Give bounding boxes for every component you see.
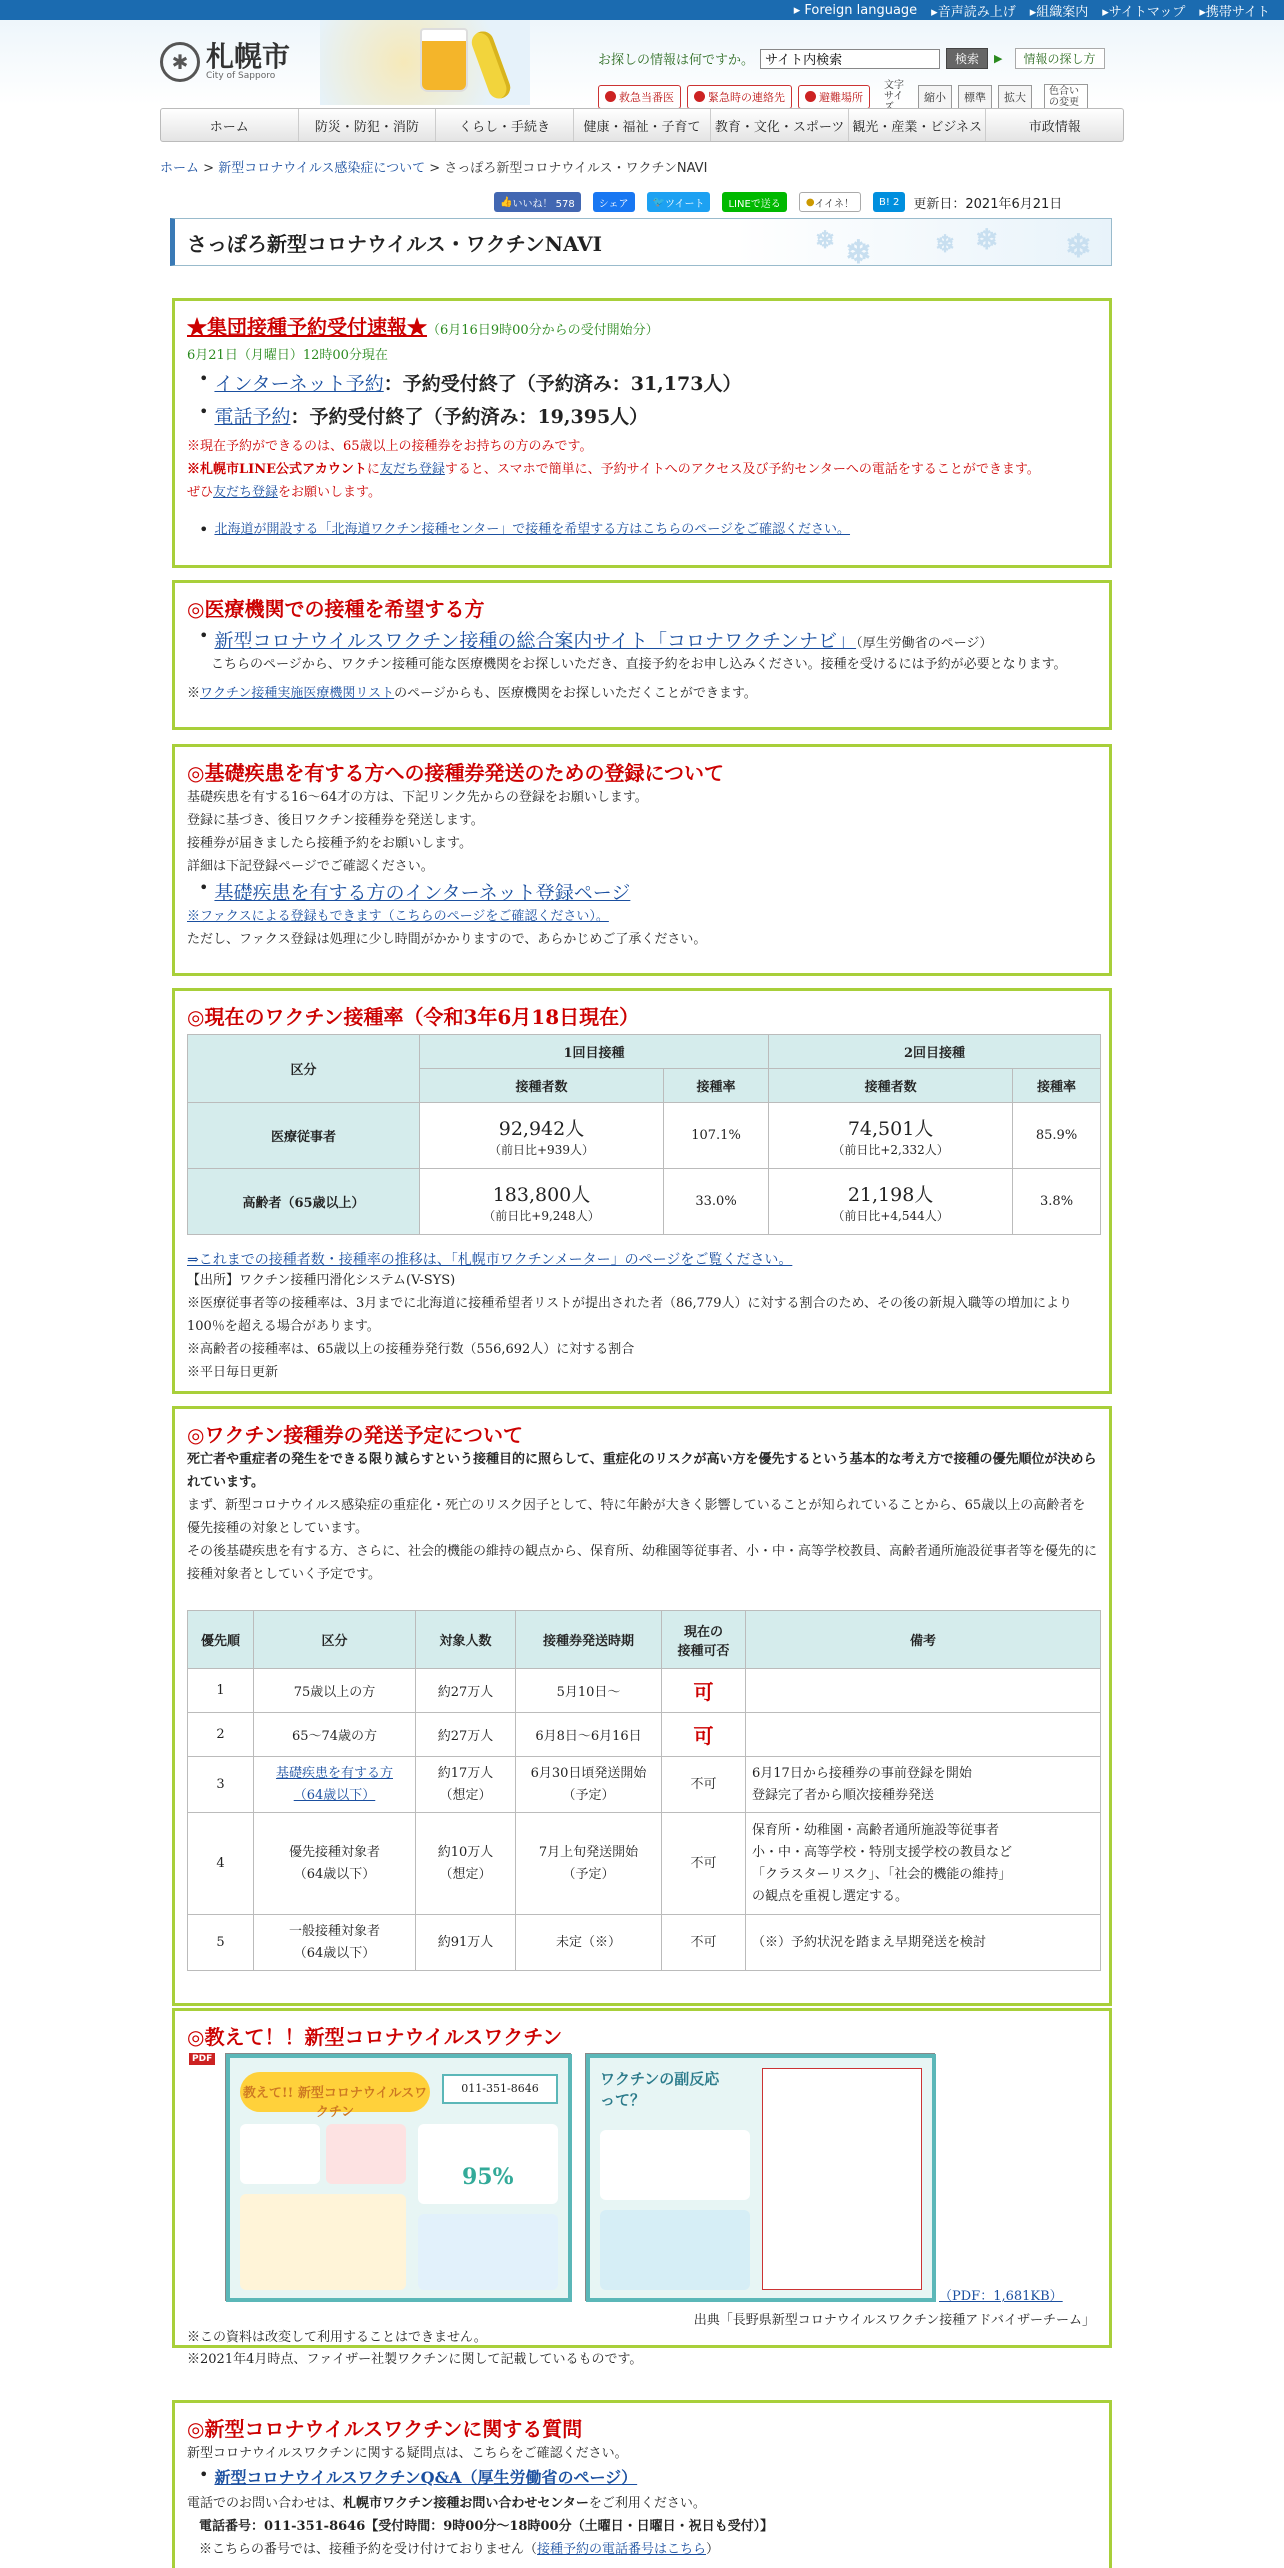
availability-badge: 可 [662, 1713, 746, 1757]
clinic-list-note: ※ワクチン接種実施医療機関リストのページからも、医療機関をお探しいただくことができます。 [187, 686, 757, 701]
color-change-button[interactable]: 色合いの変更 [1044, 84, 1088, 110]
section-title: ◎現在のワクチン接種率（令和3年6月18日現在） [187, 1005, 640, 1029]
line-friend-link-2[interactable]: 友だち登録 [213, 485, 279, 500]
flyer-heading: 教えて!! 新型コロナウイルスワクチン [240, 2072, 430, 2112]
line-share-button[interactable]: LINEで送る [722, 192, 786, 212]
nav-living[interactable]: くらし・手続き [436, 109, 574, 141]
mixi-iine-button[interactable]: ● イイネ！ [799, 192, 861, 212]
arrow-right-icon: ▶ [994, 52, 1003, 65]
voucher-schedule-section [172, 1406, 1112, 2006]
table-row: 3 基礎疾患を有する方 （64歳以下） 約17万人 （想定） 6月30日頃発送開始 （予定） 不可 6月17日から接種券の事前登録を開始 登録完了者から順次接種券発送 [188, 1757, 1101, 1813]
section-title: ◎ワクチン接種券の発送予定について [187, 1423, 524, 1447]
mixi-icon: ● [805, 196, 815, 208]
emergency-doctor-button[interactable]: 救急当番医 [598, 85, 681, 109]
text-line: 接種券が届きましたら接種予約をお願いします。 [187, 836, 472, 851]
note: ※平日毎日更新 [187, 1365, 279, 1380]
organization-link[interactable]: ▸組織案内 [1029, 4, 1089, 20]
header-kubun: 区分 [254, 1611, 416, 1669]
underlying-condition-section [172, 744, 1112, 976]
priority-explanation: 死亡者や重症者の発生をできる限り減らすという接種目的に照らして、重症化のリスクが高い方を優先するという基本的な考え方で接種の優先順位が決められています。 [187, 1452, 1097, 1490]
flyer-percent: 95% [462, 2164, 514, 2190]
line-account-note: ※札幌市LINE公式アカウントに友だち登録すると、スマホで簡単に、予約サイトへのアクセス及び予約センターへの電話をすることができます。 [187, 462, 1040, 477]
nav-disaster[interactable]: 防災・防犯・消防 [299, 109, 437, 141]
line-friend-link[interactable]: 友だち登録 [379, 462, 445, 477]
qa-link[interactable]: • 新型コロナウイルスワクチンQ&A（厚生労働省のページ） [214, 2468, 638, 2487]
header-dose2: 2回目接種 [769, 1035, 1101, 1069]
vaccine-question-section [172, 2400, 1112, 2568]
breadcrumb: ホーム > 新型コロナウイルス感染症について > さっぽろ新型コロナウイルス・ワクチンNAVI [160, 161, 708, 176]
voucher-schedule-table [187, 1610, 1101, 1971]
snowflake-icon: ❄ [815, 225, 836, 254]
emergency-icon [605, 91, 616, 102]
snowflake-icon: ❄ [1065, 227, 1092, 265]
note: ※高齢者の接種率は、65歳以上の接種券発行数（556,692人）に対する割合 [187, 1342, 635, 1357]
evacuation-site-button[interactable]: 避難場所 [798, 85, 870, 109]
flyer-notes: ※この資料は改変して利用することはできません。 ※2021年4月時点、ファイザー社製ワクチンに関して記載しているものです。 [187, 2330, 643, 2367]
count-cell: 183,800人 （前日比+9,248人） [420, 1169, 664, 1235]
text-line: 基礎疾患を有する16～64才の方は、下記リンク先からの登録をお願いします。 [187, 790, 648, 805]
flyer-pdf-link[interactable]: （PDF：1,681KB） [939, 2289, 1063, 2304]
text-line: 登録に基づき、後日ワクチン接種券を発送します。 [187, 813, 484, 828]
status-date: 6月21日（月曜日）12時00分現在 [187, 348, 388, 363]
availability-badge: 不可 [662, 1915, 746, 1971]
phone-number: 電話番号：011-351-8646【受付時間：9時00分～18時00分（土曜日・日曜日・祝日も受付）】 [199, 2519, 774, 2534]
beer-illustration-icon [420, 28, 468, 92]
header-remarks: 備考 [746, 1611, 1101, 1669]
phone-contact-text: 電話でのお問い合わせは、札幌市ワクチン接種お問い合わせセンターをご利用ください。 [187, 2496, 706, 2511]
section-title: ◎基礎疾患を有する方への接種券発送のための登録について [187, 761, 725, 785]
row-label: 医療従事者 [188, 1103, 420, 1169]
top-utility-bar [0, 0, 1284, 20]
logo-text: 札幌市 [206, 40, 291, 73]
header-dose1: 1回目接種 [420, 1035, 769, 1069]
header-count: 対象人数 [416, 1611, 516, 1669]
global-nav [160, 108, 1124, 142]
hokkaido-center-item [199, 518, 1097, 541]
tel-reservation-link[interactable]: 電話予約 [214, 406, 291, 428]
count-cell: 92,942人 （前日比+939人） [420, 1103, 664, 1169]
evacuation-icon [805, 91, 816, 102]
group-reservation-section [172, 298, 1112, 568]
twitter-icon: 🐦 [652, 196, 665, 208]
header-rate: 接種率 [663, 1069, 768, 1103]
facebook-share-button[interactable]: シェア [593, 192, 635, 212]
vaccine-navi-desc: こちらのページから、ワクチン接種可能な医療機関をお探しいただき、直接予約をお申し込みください。接種を受けるには予約が必要となります。 [211, 657, 1067, 672]
vaccine-navi-item: • 新型コロナウイルスワクチン接種の総合案内サイト「コロナワクチンナビ」（厚生労働省のページ） [199, 626, 1097, 653]
table-row: 5 一般接種対象者 （64歳以下） 約91万人 未定（※） 不可 （※）予約状況を踏まえ早期発送を検討 [188, 1915, 1101, 1971]
fax-note: ただし、ファクス登録は処理に少し時間がかかりますので、あらかじめご了承ください。 [187, 932, 707, 947]
header-send-time: 接種券発送時期 [516, 1611, 662, 1669]
phone-icon [694, 91, 705, 102]
snowflake-icon: ❄ [845, 233, 872, 271]
search-row [598, 48, 1105, 69]
reservation-note: ※現在予約ができるのは、65歳以上の接種券をお持ちの方のみです。 [187, 439, 593, 454]
qa-item [199, 2465, 1097, 2488]
text-size-small-button[interactable]: 縮小 [918, 85, 952, 109]
paragraph: まず、新型コロナウイルス感染症の重症化・死亡のリスク因子として、特に年齢が大きく影響していることが知られていることから、65歳以上の高齢者を優先接種の対象としています。 [187, 1498, 1086, 1536]
site-header [0, 20, 1284, 108]
header-kubun: 区分 [188, 1035, 420, 1103]
snowflake-icon: ❄ [935, 229, 956, 258]
text-line: 詳細は下記登録ページでご確認ください。 [187, 859, 434, 874]
updated-date: 更新日：2021年6月21日 [913, 196, 1063, 212]
text-size-normal-button[interactable]: 標準 [958, 85, 992, 109]
flyer-source: 出典「長野県新型コロナウイルスワクチン接種アドバイザーチーム」 [693, 2313, 1095, 2328]
nav-tourism[interactable]: 観光・産業・ビジネス [849, 109, 987, 141]
section-title: ◎医療機関での接種を希望する方 [187, 597, 485, 621]
net-reservation-item: • インターネット予約：予約受付終了（予約済み：31,173人） [199, 369, 1097, 396]
breadcrumb-current: さっぽろ新型コロナウイルス・ワクチンNAVI [444, 161, 708, 176]
hatena-bookmark-button[interactable]: B! 2 [873, 192, 905, 212]
text-size-large-button[interactable]: 拡大 [998, 85, 1032, 109]
facebook-like-button[interactable]: 👍 いいね！ 578 [494, 192, 581, 212]
rate-cell: 107.1% [663, 1103, 768, 1169]
foreign-language-link[interactable]: ▸ Foreign language [793, 2, 918, 18]
vaccination-rate-section [172, 988, 1112, 1394]
text-size-label: 文字サイ [884, 80, 904, 102]
intro-text: 新型コロナウイルスワクチンに関する疑問点は、こちらをご確認ください。 [187, 2446, 628, 2461]
registration-item [199, 878, 1097, 905]
section-title: ◎新型コロナウイルスワクチンに関する質問 [187, 2417, 583, 2441]
source-note: 【出所】ワクチン接種円滑化システム(V-SYS) [187, 1273, 456, 1288]
section-title[interactable]: ★集団接種予約受付速報★ [187, 315, 427, 339]
header-availability: 現在の 接種可否 [662, 1611, 746, 1669]
social-buttons [494, 192, 1062, 212]
vaccine-navi-link[interactable]: 新型コロナウイルスワクチン接種の総合案内サイト「コロナワクチンナビ」 [214, 630, 857, 652]
breadcrumb-home[interactable]: ホーム [160, 161, 200, 176]
pdf-icon: PDF [189, 2053, 215, 2065]
snowflake-icon: ❄ [975, 223, 999, 256]
section-title: ◎教えて！！新型コロナウイルスワクチン [187, 2025, 563, 2049]
clinic-list-link[interactable]: ワクチン接種実施医療機関リスト [200, 686, 395, 701]
mobile-site-link[interactable]: ▸携帯サイト [1199, 4, 1270, 20]
thumbs-up-icon: 👍 [500, 196, 513, 208]
vaccination-rate-table [187, 1034, 1101, 1235]
note: ※医療従事者等の接種率は、3月までに北海道に接種希望者リストが提出された者（86,779人）に対する割合のため、その後の新規入職等の増加により100％を超える場合があります。 [187, 1296, 1072, 1334]
vaccine-faq-flyer-section [172, 2008, 1112, 2367]
registration-link[interactable]: • 基礎疾患を有する方のインターネット登録ページ [214, 882, 631, 904]
section-title-note: （6月16日9時00分からの受付開始分） [427, 323, 659, 338]
availability-badge: 不可 [662, 1813, 746, 1915]
net-reservation-link[interactable]: インターネット予約 [214, 373, 384, 395]
rate-cell: 33.0% [663, 1169, 768, 1235]
search-button[interactable]: 検索 [946, 48, 988, 69]
availability-badge: 可 [662, 1669, 746, 1713]
header-priority: 優先順 [188, 1611, 254, 1669]
availability-badge: 不可 [662, 1757, 746, 1813]
header-count: 接種者数 [769, 1069, 1013, 1103]
fax-registration-link[interactable]: ※ファクスによる登録もできます（こちらのページをご確認ください）。 [187, 909, 609, 924]
reservation-phone-note: ※こちらの番号では、接種予約を受け付けておりません（接種予約の電話番号はこちら） [199, 2542, 720, 2557]
table-row: 4 優先接種対象者 （64歳以下） 約10万人 （想定） 7月上旬発送開始 （予定） 不可 保育所・幼稚園・高齢者通所施設等従事者 小・中・高等学校・特別支援学校の教員など 「クラスターリスク」、「社会的機能の維持」 の観点を重視し選定する。 [188, 1813, 1101, 1915]
count-cell: 21,198人 （前日比+4,544人） [769, 1169, 1013, 1235]
table-row [188, 1103, 1101, 1169]
vaccine-meter-link[interactable]: ⇒これまでの接種者数・接種率の推移は、「札幌市ワクチンメーター」のページをご覧ください。 [187, 1252, 793, 1268]
table-row: 2 65～74歳の方 約27万人 6月8日～6月16日 可 [188, 1713, 1101, 1757]
page-title: さっぽろ新型コロナウイルス・ワクチンNAVI ❄ ❄ ❄ ❄ ❄ [170, 218, 1112, 266]
rate-cell: 3.8% [1013, 1169, 1101, 1235]
header-count: 接種者数 [420, 1069, 664, 1103]
flyer-page-2[interactable] [585, 2053, 935, 2301]
nav-home[interactable]: ホーム [161, 109, 299, 141]
flyer-heading: ワクチンの副反応って？ [600, 2070, 720, 2109]
underlying-condition-link[interactable]: 基礎疾患を有する方 （64歳以下） [275, 1765, 393, 1803]
logo-subtext: City of Sapporo [206, 71, 276, 81]
table-row [188, 1169, 1101, 1235]
count-cell: 74,501人 （前日比+2,332人） [769, 1103, 1013, 1169]
search-label: お探しの情報は何ですか。 [598, 53, 755, 68]
nav-health[interactable]: 健康・福祉・子育て [574, 109, 712, 141]
row-label: 高齢者（65歳以上） [188, 1169, 420, 1235]
sitemap-link[interactable]: ▸サイトマップ [1102, 4, 1186, 20]
nav-education[interactable]: 教育・文化・スポーツ [711, 109, 849, 141]
flyer-page-1[interactable] [225, 2053, 571, 2301]
search-input[interactable] [760, 49, 940, 69]
search-help-button[interactable]: 情報の探し方 [1015, 48, 1105, 69]
rate-cell: 85.9% [1013, 1103, 1101, 1169]
flyer-phone: 011-351-8646 [442, 2074, 558, 2104]
paragraph: その後基礎疾患を有する方、さらに、社会的機能の維持の観点から、保育所、幼稚園等従事者、小・中・高等学校教員、高齢者通所施設従事者等を優先的に接種対象者としていく予定です。 [187, 1544, 1098, 1582]
tel-reservation-item: • 電話予約：予約受付終了（予約済み：19,395人） [199, 402, 1097, 429]
voice-read-link[interactable]: ▸音声読み上げ [931, 4, 1016, 20]
emergency-contact-button[interactable]: 緊急時の連絡先 [687, 85, 792, 109]
city-emblem-icon: ✱ [160, 42, 200, 82]
medical-institution-section [172, 580, 1112, 730]
reservation-phone-link[interactable]: 接種予約の電話番号はこちら [537, 2542, 707, 2557]
nav-city-info[interactable]: 市政情報 [1028, 119, 1081, 135]
table-row: 1 75歳以上の方 約27万人 5月10日～ 可 [188, 1669, 1101, 1713]
breadcrumb-parent[interactable]: 新型コロナウイルス感染症について [218, 161, 426, 176]
hokkaido-center-link[interactable]: • 北海道が開設する「北海道ワクチン接種センター」で接種を希望する方はこちらのページをご確認ください。 [214, 522, 851, 537]
line-friend-note: ぜひ友だち登録をお願いします。 [187, 485, 381, 500]
header-rate: 接種率 [1013, 1069, 1101, 1103]
tweet-button[interactable]: 🐦 ツイート [647, 192, 711, 212]
sapporo-logo[interactable] [160, 42, 290, 82]
